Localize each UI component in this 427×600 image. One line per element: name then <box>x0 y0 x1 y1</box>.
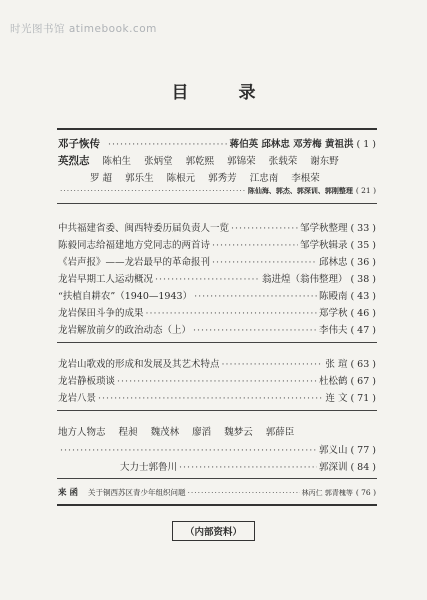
leader-dots <box>179 462 317 473</box>
toc-entry-author: 陈仙海、郭杰、郭深训、郭刚整理 <box>247 186 353 195</box>
name: 郭乾熙 <box>185 156 215 167</box>
toc-entry-title: 邓子恢传 <box>58 138 100 150</box>
toc-entry-page: ( 38 ) <box>350 274 376 285</box>
toc-entry[interactable] <box>120 459 376 473</box>
leader-dots <box>146 308 317 319</box>
toc-entry-author: 林丙仁 郭青槐等 <box>301 489 353 497</box>
toc-entry-page: ( 33 ) <box>350 223 376 234</box>
name: 郭秀芳 <box>208 173 237 184</box>
page-title: 目 录 <box>171 83 278 103</box>
leader-dots <box>60 445 317 456</box>
name: 陈柏生 <box>102 156 132 167</box>
toc-entry-page: ( 47 ) <box>350 325 376 336</box>
toc-entry-author: 李伟夫 <box>318 325 348 336</box>
toc-entry-page: ( 76 ) <box>355 488 376 497</box>
leader-dots <box>187 488 299 497</box>
toc-entry-page: ( 35 ) <box>350 240 376 251</box>
leader-dots <box>155 274 260 285</box>
toc-entry[interactable] <box>58 305 376 319</box>
toc-entry-title: 龙岩八景 <box>58 393 97 404</box>
toc-entry-page: ( 21 ) <box>355 186 376 195</box>
toc-entry[interactable] <box>58 237 376 251</box>
toc-entry-names[interactable] <box>58 153 376 168</box>
toc-entry[interactable] <box>58 254 376 268</box>
toc-entry-names <box>90 170 376 184</box>
toc-entry-author: 陈殿南 <box>318 291 348 302</box>
toc-entry-page: ( 77 ) <box>350 445 376 456</box>
toc-entry-author: 郭深训 <box>318 462 348 473</box>
toc-entry[interactable] <box>58 220 376 234</box>
name: 魏梦云 <box>224 427 253 438</box>
toc-entry-author: 张 瑄 <box>325 359 348 370</box>
toc-entry-title: “扶植自耕农”（1940—1943） <box>58 291 193 302</box>
toc-entry[interactable] <box>58 356 376 370</box>
toc-entry-title: 《岩声报》——龙岩最早的革命报刊 <box>58 257 211 268</box>
toc-entry-page: ( 71 ) <box>350 393 376 404</box>
name: 罗 超 <box>90 173 113 184</box>
toc-entry-label: 来 函 <box>58 488 78 498</box>
toc-entry-title: 龙岩静板琐谈 <box>58 376 116 387</box>
toc-entry[interactable] <box>58 322 376 336</box>
name: 程昶 <box>118 427 138 438</box>
name: 陈根元 <box>166 173 196 184</box>
toc-entry-title: 龙岩早期工人运动概况 <box>58 274 154 285</box>
toc-entry-page: ( 84 ) <box>350 462 376 473</box>
toc-entry-title: 龙岩保田斗争的成果 <box>58 308 144 319</box>
toc-entry-page: ( 43 ) <box>350 291 376 302</box>
toc-entry-author: 邱林忠 <box>318 257 348 268</box>
toc-entry <box>58 442 376 456</box>
name: 张炳堂 <box>144 156 173 167</box>
toc-entry[interactable] <box>58 288 376 302</box>
toc-entry-author: 杜松鹤 <box>318 376 348 387</box>
leader-dots <box>212 240 298 251</box>
leader-dots <box>98 393 323 404</box>
toc-entry-page: ( 67 ) <box>350 376 376 387</box>
name: 郭薛臣 <box>265 427 295 438</box>
toc-entry-title: 地方人物志 <box>58 427 106 438</box>
name: 廖滔 <box>192 427 212 438</box>
leader-dots <box>108 139 228 150</box>
toc-entry <box>58 186 376 196</box>
toc-entry-author: 蒋伯英 邱林忠 邓芳梅 黄祖洪 <box>229 139 354 150</box>
toc-entry[interactable] <box>58 271 376 285</box>
toc-entry-author: 郑学秋 <box>318 308 348 319</box>
toc-entry-title: 龙岩山歌戏的形成和发展及其艺术特点 <box>58 359 220 370</box>
leader-dots <box>212 257 317 268</box>
leader-dots <box>193 325 317 336</box>
leader-dots <box>194 291 317 302</box>
name: 张载荣 <box>268 156 298 167</box>
toc-entry-page: ( 46 ) <box>350 308 376 319</box>
toc-entry-names[interactable] <box>58 424 376 438</box>
toc-entry[interactable] <box>58 136 376 151</box>
name: 江忠南 <box>249 173 279 184</box>
name: 郭锦荣 <box>227 156 256 167</box>
name: 谢东野 <box>310 156 339 167</box>
toc-entry-title: 龙岩解放前夕的政治动态（上） <box>58 325 192 336</box>
section-divider <box>57 504 377 506</box>
toc-entry-author: 郭义山 <box>318 445 348 456</box>
toc-entry-title: 关于铜西苏区青少年组织问题 <box>87 488 186 497</box>
toc-entry-page: ( 63 ) <box>350 359 376 370</box>
toc-entry-title: 陈毅同志给福建地方党同志的两首诗 <box>58 240 211 251</box>
toc-entry-author: 邹学秋整理 <box>299 223 348 234</box>
section-divider <box>57 342 377 343</box>
watermark: 时光图书馆 atimebook.com <box>10 23 157 35</box>
name: 魏茂林 <box>150 427 180 438</box>
toc-entry-page: ( 36 ) <box>350 257 376 268</box>
name: 李根荣 <box>291 173 320 184</box>
leader-dots <box>117 376 317 387</box>
internal-material-stamp <box>0 520 427 541</box>
toc-entry[interactable] <box>58 390 376 404</box>
leader-dots <box>60 186 246 195</box>
leader-dots <box>222 359 324 370</box>
section-divider <box>57 410 377 411</box>
section-divider <box>57 478 377 479</box>
toc-entry-author: 连 文 <box>325 393 348 404</box>
section-divider <box>57 203 377 204</box>
toc-entry[interactable] <box>58 373 376 387</box>
toc-entry[interactable] <box>58 486 376 498</box>
stamp-text: （内部资料） <box>172 521 255 541</box>
name: 郭乐生 <box>125 173 154 184</box>
toc-entry-title: 大力士郭鲁川 <box>120 462 178 473</box>
leader-dots <box>231 223 298 234</box>
toc-entry-author: 邹学秋辑录 <box>299 240 348 251</box>
toc-entry-author: 翁进煌（翁伟整理） <box>261 274 348 285</box>
toc-entry-page: ( 1 ) <box>356 139 376 150</box>
section-divider <box>57 128 377 130</box>
toc-entry-title: 中共福建省委、闽西特委历届负责人一览 <box>58 223 230 234</box>
toc-entry-title: 英烈志 <box>58 155 90 167</box>
